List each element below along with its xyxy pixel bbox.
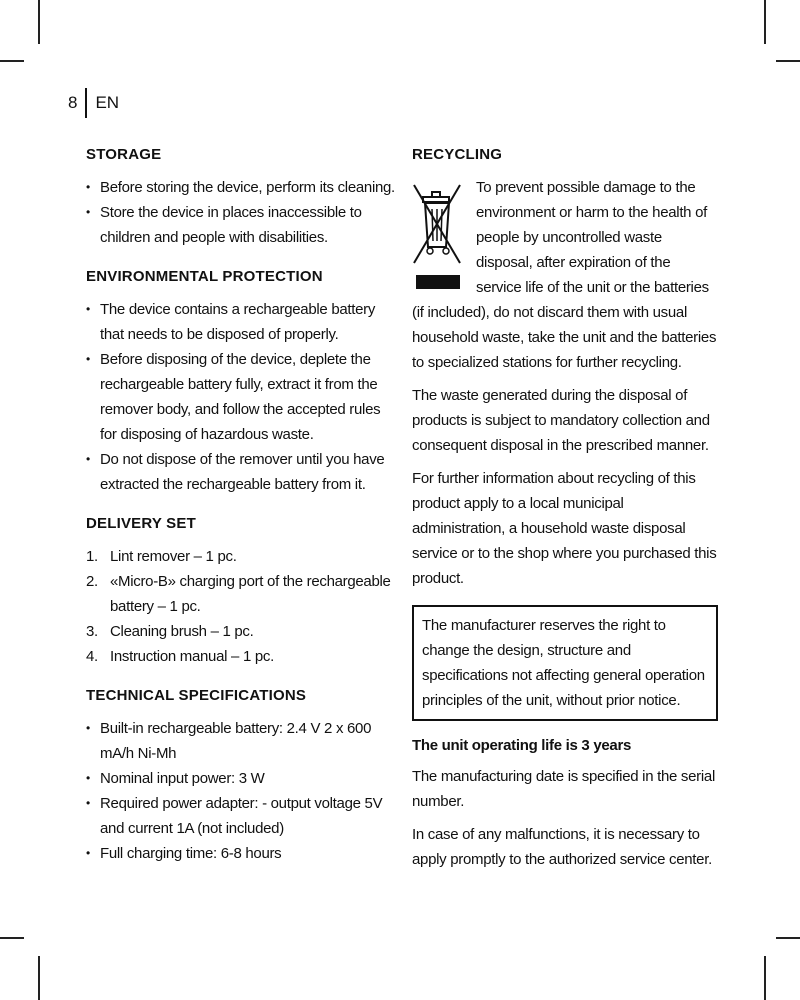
technical-title: TECHNICAL SPECIFICATIONS	[86, 687, 307, 704]
crop-mark	[0, 60, 24, 62]
recycling-intro: To prevent possible damage to the environment or harm to the health of people by uncontrolled waste disposal, after expiration of the service life of the unit or the batteries (if included), do not discard them with usual household waste, take the unit and the batteries to specialized stations for further recycling.	[412, 179, 717, 371]
crop-mark	[0, 937, 24, 939]
page-header	[68, 88, 119, 118]
list-item: • Full charging time: 6-8 hours	[86, 841, 398, 866]
crop-mark	[764, 0, 766, 44]
language-code: EN	[95, 93, 120, 112]
page-number: 8	[68, 93, 78, 112]
list-number: 1.	[86, 548, 98, 565]
recycling-intro-block	[412, 175, 718, 375]
left-column	[86, 142, 398, 880]
list-text: Instruction manual – 1 pc.	[110, 648, 274, 665]
environmental-title: ENVIRONMENTAL PROTECTION	[86, 268, 323, 285]
list-item: • The device contains a rechargeable battery that needs to be disposed of properly.	[86, 297, 398, 347]
recycling-paragraph: The waste generated during the disposal of products is subject to mandatory collection and consequent disposal in the prescribed manner.	[412, 387, 710, 454]
crop-mark	[764, 956, 766, 1000]
crop-mark	[776, 937, 800, 939]
list-item: • Required power adapter: - output voltage 5V and current 1A (not included)	[86, 791, 398, 841]
list-number: 2.	[86, 573, 98, 590]
crossed-out-bin-icon	[412, 179, 462, 293]
list-text: Lint remover – 1 pc.	[110, 548, 237, 565]
manufacturer-notice: The manufacturer reserves the right to change the design, structure and specifications not affecting general operation principles of the unit, without prior notice.	[412, 605, 718, 721]
operating-life: The unit operating life is 3 years	[412, 737, 632, 754]
storage-section	[86, 142, 398, 250]
list-text: «Micro-B» charging port of the rechargeable battery – 1 pc.	[110, 573, 391, 615]
storage-title: STORAGE	[86, 146, 162, 163]
right-column	[412, 142, 718, 880]
list-item: • Nominal input power: 3 W	[86, 766, 398, 791]
list-item	[86, 644, 398, 669]
technical-section	[86, 683, 398, 866]
delivery-section	[86, 511, 398, 669]
list-item	[86, 569, 398, 619]
recycling-title: RECYCLING	[412, 146, 503, 163]
crop-mark	[38, 956, 40, 1000]
technical-list	[86, 716, 398, 866]
crop-mark	[776, 60, 800, 62]
list-number: 3.	[86, 623, 98, 640]
list-text: Cleaning brush – 1 pc.	[110, 623, 254, 640]
manufacturing-date-note: The manufacturing date is specified in the serial number.	[412, 768, 715, 810]
list-item: • Before disposing of the device, deplete the rechargeable battery fully, extract it from the remover body, and follow the accepted rules for disposing of hazardous waste.	[86, 347, 398, 447]
list-item	[86, 544, 398, 569]
list-item: • Built-in rechargeable battery: 2.4 V 2 x 600 mA/h Ni-Mh	[86, 716, 398, 766]
storage-list	[86, 175, 398, 250]
list-item: • Store the device in places inaccessible to children and people with disabilities.	[86, 200, 398, 250]
environmental-list	[86, 297, 398, 497]
recycling-section	[412, 142, 718, 591]
delivery-list	[86, 544, 398, 669]
environmental-section	[86, 264, 398, 497]
delivery-title: DELIVERY SET	[86, 515, 196, 532]
service-note: In case of any malfunctions, it is necessary to apply promptly to the authorized service center.	[412, 826, 712, 868]
list-item: • Do not dispose of the remover until you have extracted the rechargeable battery from it.	[86, 447, 398, 497]
recycling-paragraph: For further information about recycling of this product apply to a local municipal administration, a household waste disposal service or to the shop where you purchased this product.	[412, 470, 717, 587]
list-number: 4.	[86, 648, 98, 665]
list-item	[86, 619, 398, 644]
list-item: • Before storing the device, perform its cleaning.	[86, 175, 398, 200]
crop-mark	[38, 0, 40, 44]
